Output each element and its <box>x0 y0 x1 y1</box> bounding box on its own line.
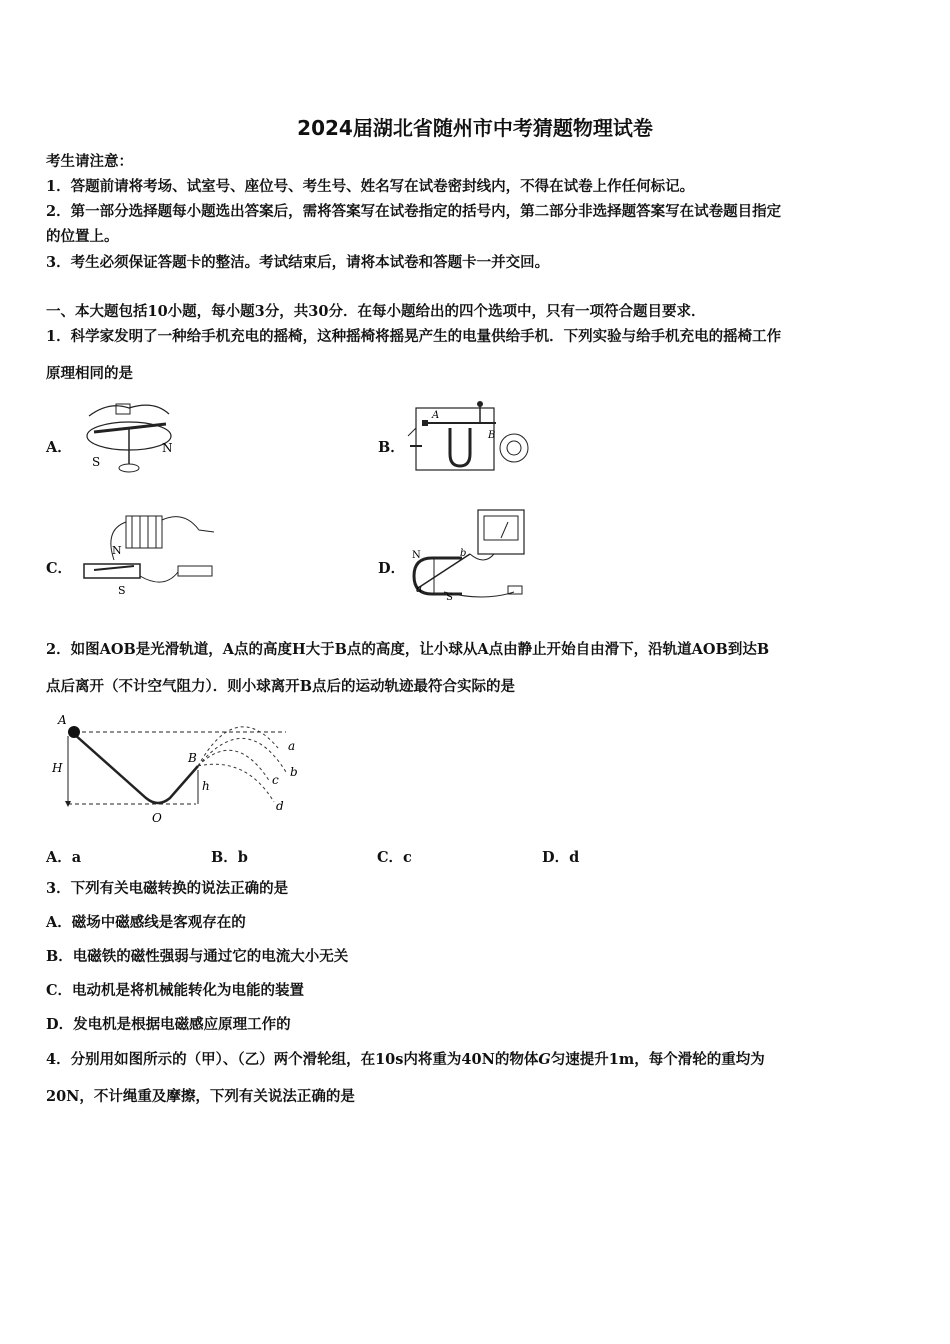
label-d-s: S <box>446 592 453 602</box>
label-curve-c: c <box>272 773 279 787</box>
q3-stem: 3．下列有关电磁转换的说法正确的是 <box>46 880 289 897</box>
q2-option-d[interactable]: D．d <box>542 849 580 866</box>
q1-figure-b-electric-bell <box>404 398 544 480</box>
q2-stem-line1: 2．如图AOB是光滑轨道，A点的高度H大于B点的高度，让小球从A点由静止开始自由滑下，沿轨道AOB到达B <box>46 641 770 658</box>
label-h: h <box>202 779 210 793</box>
bell-icon <box>500 434 528 462</box>
q4-stem-line1 <box>46 1050 765 1070</box>
track-aob <box>74 734 198 803</box>
q1-figure-c-motor <box>74 510 234 598</box>
electromagnet <box>450 428 470 466</box>
label-O: O <box>152 811 162 825</box>
q2-option-a[interactable]: A．a <box>46 849 82 866</box>
label-b: B <box>488 430 496 441</box>
notice-item-1: 1．答题前请将考场、试室号、座位号、考生号、姓名写在试卷密封线内，不得在试卷上作任何标记。 <box>46 178 695 195</box>
trajectory-c <box>198 750 270 782</box>
notice-item-2: 2．第一部分选择题每小题选出答案后，需将答案写在试卷指定的括号内，第二部分非选择题答案写在试卷题目指定 <box>46 203 782 220</box>
q3-option-c[interactable]: C．电动机是将机械能转化为电能的装置 <box>46 982 305 999</box>
q4-stem-suffix: 匀速提升1m，每个滑轮的重均为 <box>550 1051 765 1068</box>
q1-stem-line2: 原理相同的是 <box>46 365 133 382</box>
q2-option-b[interactable]: B．b <box>211 849 248 866</box>
q2-stem-line2: 点后离开（不计空气阻力）．则小球离开B点后的运动轨迹最符合实际的是 <box>46 678 516 695</box>
label-c-s: S <box>118 584 126 597</box>
label-d-a: a <box>416 584 422 595</box>
label-B: B <box>188 751 197 765</box>
label-curve-a: a <box>288 739 296 753</box>
trajectory-a <box>198 727 278 766</box>
q2-option-c[interactable]: C．c <box>377 849 412 866</box>
label-d-n: N <box>412 550 421 561</box>
ball-icon <box>68 726 80 738</box>
trajectory-b <box>198 738 286 772</box>
q4-var-g: G <box>538 1051 551 1068</box>
label-s: S <box>92 455 101 469</box>
q1-figure-a-coil-magnet <box>74 396 184 478</box>
notice-item-2-cont: 的位置上。 <box>46 228 119 245</box>
section-heading: 一、本大题包括10小题，每小题3分，共30分．在每小题给出的四个选项中，只有一项符合题目要求． <box>46 303 706 320</box>
label-curve-d: d <box>276 799 284 813</box>
label-d-b: b <box>460 548 467 559</box>
q4-stem-line2: 20N，不计绳重及摩擦，下列有关说法正确的是 <box>46 1088 355 1105</box>
label-a: A <box>432 410 440 421</box>
label-c-n: N <box>112 544 122 557</box>
q1-option-c[interactable]: C． <box>46 560 73 577</box>
q2-track-figure <box>46 708 306 830</box>
magnet-needle <box>94 424 166 432</box>
notice-heading: 考生请注意： <box>46 153 133 170</box>
q1-figure-d-galvanometer <box>404 506 534 602</box>
q1-option-d[interactable]: D． <box>378 560 406 577</box>
battery-pack <box>126 516 162 548</box>
switch-icon <box>178 566 212 576</box>
label-A: A <box>58 713 67 727</box>
q1-option-a[interactable]: A． <box>46 439 72 456</box>
label-H: H <box>52 761 63 775</box>
q3-option-d[interactable]: D．发电机是根据电磁感应原理工作的 <box>46 1016 291 1033</box>
q3-option-a[interactable]: A．磁场中磁感线是客观存在的 <box>46 914 246 931</box>
q4-stem-prefix: 4．分别用如图所示的（甲）、（乙）两个滑轮组，在10s内将重为40N的物体 <box>46 1051 539 1068</box>
page-title: 2024届湖北省随州市中考猜题物理试卷 <box>297 116 653 140</box>
notice-item-3: 3．考生必须保证答题卡的整洁。考试结束后，请将本试卷和答题卡一并交回。 <box>46 254 550 271</box>
label-n: N <box>162 441 173 455</box>
galvanometer <box>478 510 524 554</box>
q3-option-b[interactable]: B．电磁铁的磁性强弱与通过它的电流大小无关 <box>46 948 349 965</box>
q1-stem-line1: 1．科学家发明了一种给手机充电的摇椅，这种摇椅将摇晃产生的电量供给手机．下列实验与给手机充电的摇椅工作 <box>46 328 782 345</box>
label-curve-b: b <box>290 765 298 779</box>
q1-option-b[interactable]: B． <box>378 439 405 456</box>
